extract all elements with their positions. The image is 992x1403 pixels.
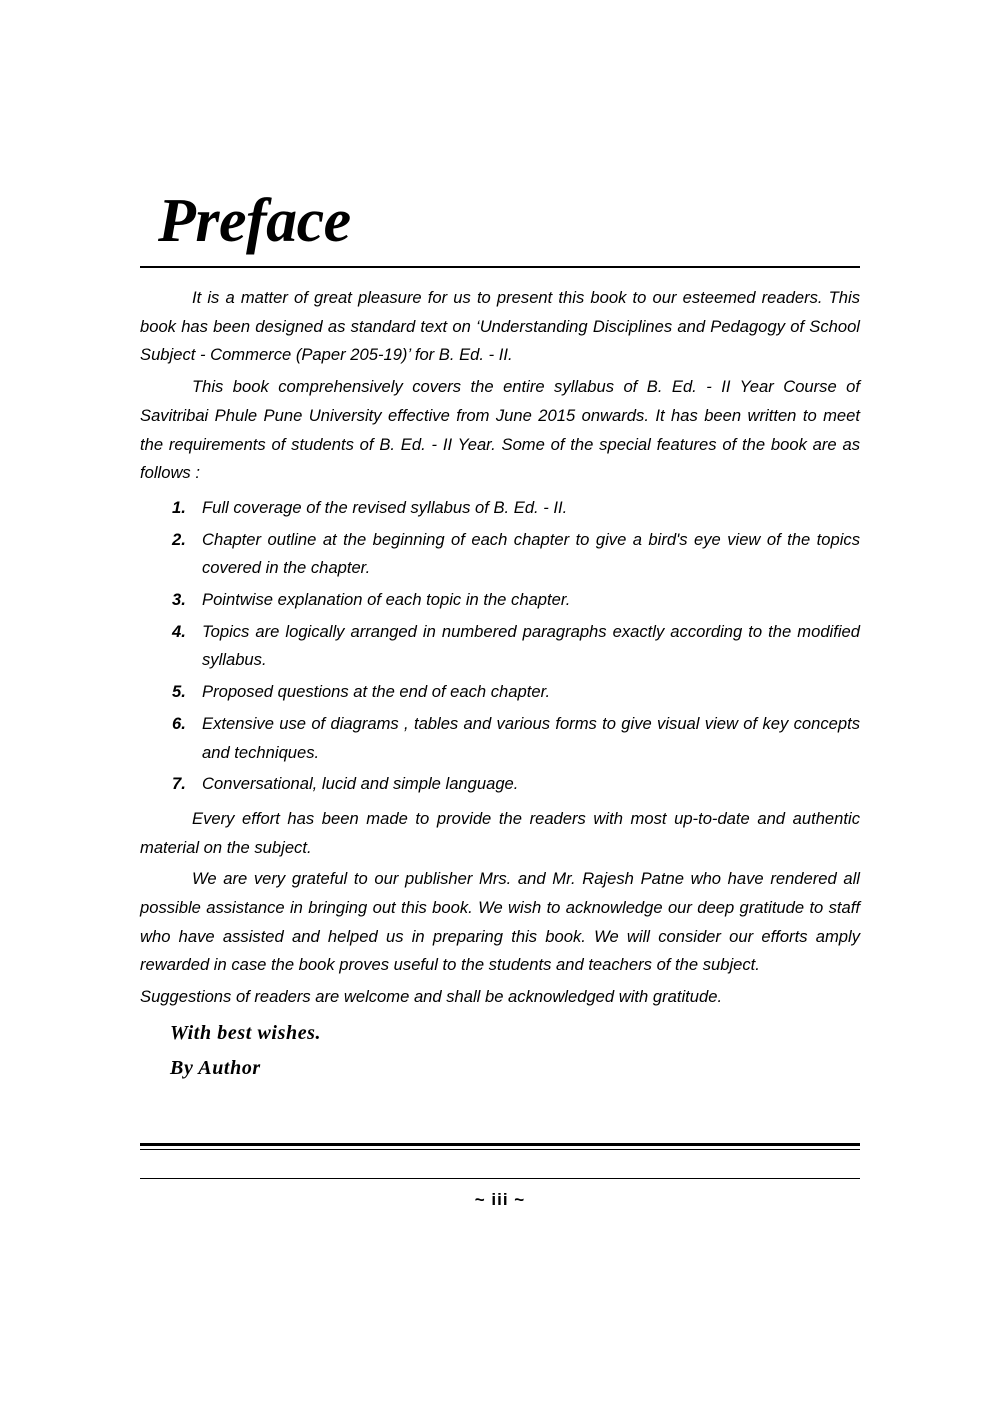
signoff-author: By Author	[170, 1056, 261, 1079]
list-item-number: 4.	[172, 621, 186, 641]
list-item-number: 6.	[172, 713, 186, 733]
list-item-number: 2.	[172, 529, 186, 549]
intro-paragraph-2: This book comprehensively covers the entire syllabus of B. Ed. - II Year Course of Savitribai Phule Pune University effective from June 2015 onwards. It has been written to meet the requirements of students of B. Ed. - II Year. Some of the special features of the book are as follows :	[140, 377, 860, 483]
list-item-text: Topics are logically arranged in numbered paragraphs exactly according to the modified syllabus.	[202, 621, 860, 670]
list-item	[140, 678, 860, 707]
signoff-best-wishes: With best wishes.	[170, 1021, 322, 1044]
page-title: Preface	[158, 187, 351, 255]
list-item-text: Pointwise explanation of each topic in the chapter.	[202, 590, 571, 610]
features-list	[140, 494, 860, 799]
list-item-number: 1.	[172, 497, 186, 517]
list-item	[140, 770, 860, 799]
intro-paragraph-1: It is a matter of great pleasure for us to present this book to our esteemed readers. This book has been designed as standard text on ‘Understanding Disciplines and Pedagogy of School Subject - Commerce (Paper 205-19)’ for B. Ed. - II.	[140, 288, 860, 365]
list-item	[140, 526, 860, 583]
footer-rule-bottom	[140, 1178, 860, 1179]
preface-content	[140, 187, 860, 1080]
page-number: ~ iii ~	[474, 1190, 526, 1209]
list-item	[140, 710, 860, 767]
list-item-number: 5.	[172, 682, 186, 702]
footer-divider-group	[140, 1143, 860, 1179]
list-item-number: 3.	[172, 590, 186, 610]
list-item-text: Extensive use of diagrams , tables and various forms to give visual view of key concepts and techniques.	[202, 713, 860, 762]
list-item-number: 7.	[172, 774, 186, 794]
outro-paragraph-1: Every effort has been made to provide the readers with most up-to-date and authentic material on the subject.	[140, 808, 860, 857]
list-item	[140, 618, 860, 675]
list-item-text: Chapter outline at the beginning of each chapter to give a bird's eye view of the topics covered in the chapter.	[202, 529, 860, 578]
list-item	[140, 494, 860, 523]
list-item-text: Conversational, lucid and simple language.	[202, 774, 519, 794]
footer-rule-thin	[140, 1149, 860, 1150]
outro-paragraph-2: We are very grateful to our publisher Mrs. and Mr. Rajesh Patne who have rendered all possible assistance in bringing out this book. We wish to acknowledge our deep gratitude to staff who have assisted and helped us in preparing this book. We will consider our efforts amply rewarded in case the book proves useful to the students and teachers of the subject.	[140, 869, 860, 975]
list-item	[140, 586, 860, 615]
footer-rule-thick	[140, 1143, 860, 1146]
suggestion-note: Suggestions of readers are welcome and shall be acknowledged with gratitude.	[140, 987, 723, 1007]
title-divider	[140, 266, 860, 268]
list-item-text: Full coverage of the revised syllabus of B. Ed. - II.	[202, 497, 568, 517]
list-item-text: Proposed questions at the end of each chapter.	[202, 682, 551, 702]
